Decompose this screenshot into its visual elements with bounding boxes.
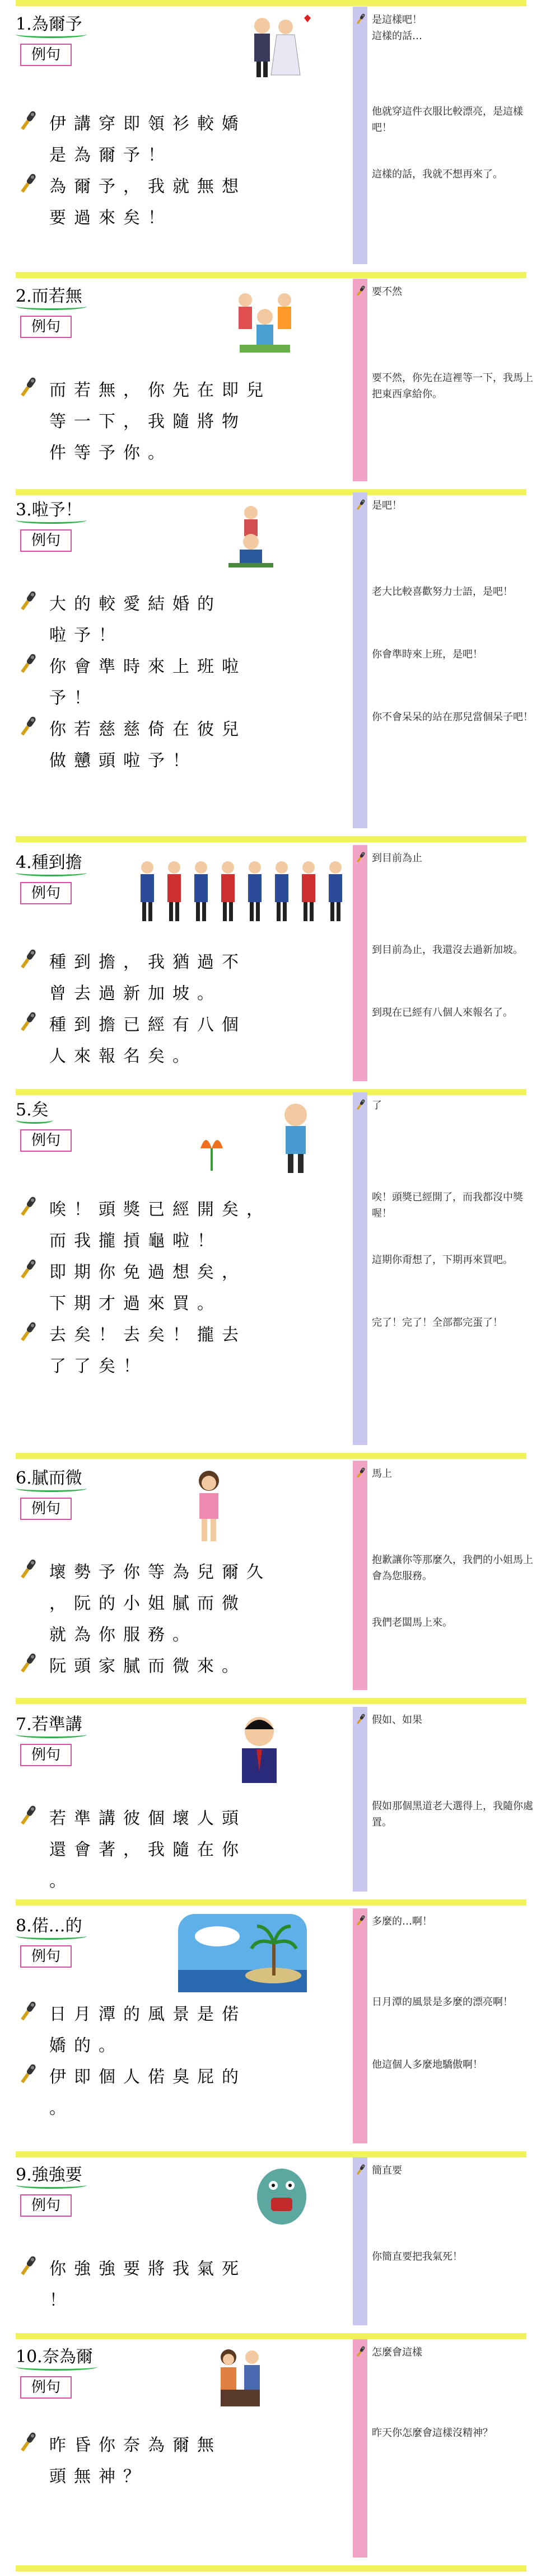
divider [16,2565,526,2572]
microphone-icon[interactable] [354,1466,367,1480]
example-line: 還會著，我隨在你 [49,1840,246,1860]
example-line: 予！ [49,688,99,708]
divider [16,2333,526,2339]
example-label: 例句 [20,44,72,66]
note-text: 昨天你怎麼會這樣沒精神？ [372,2427,493,2439]
microphone-icon[interactable] [354,1098,367,1111]
example-line-row [16,2253,349,2281]
note-text: 我們老闆馬上來。 [372,1617,452,1629]
color-strip [353,1908,367,2143]
section-left [16,1092,349,1451]
color-strip [353,1461,367,1690]
note-text: 老大比較喜歡努力士語，是吧！ [372,586,513,598]
illustration [184,1466,234,1547]
example-line: 。 [49,2099,74,2118]
example-line: 日月潭的風景是偌 [49,2005,246,2024]
microphone-icon[interactable] [16,1010,40,1034]
section-title-text: 5.矣 [16,1100,49,1120]
note-title: 是這樣吧！ 這樣的話… [372,12,540,45]
section-left [16,492,349,834]
title-underline [16,1932,87,1940]
title-underline [16,2181,87,2189]
example-line: 昨昏你奈為爾無 [49,2436,222,2455]
section-notes [372,279,540,487]
section [0,492,560,834]
example-label: 例句 [20,1498,72,1520]
example-line: ！ [49,2291,74,2310]
example-line: 大的較愛結婚的 [49,594,222,614]
example-line-row [16,1224,349,1252]
microphone-icon[interactable] [354,498,367,512]
note-text: 日月潭的風景是多麼的漂亮啊！ [372,1996,513,2008]
example-line-row [16,619,349,647]
note-text: 假如那個黑道老大選得上，我隨你處置。 [372,1800,533,1828]
example-line-row [16,2061,349,2089]
example-line-row [16,1193,349,1221]
microphone-icon[interactable] [16,714,40,739]
microphone-icon[interactable] [16,2254,40,2278]
illustration [234,13,312,83]
divider [16,0,526,6]
section-left [16,2157,349,2331]
note-title: 了 [372,1098,540,1114]
section-title-text: 9.強強要 [16,2165,82,2185]
example-line: 嬌的。 [49,2036,123,2056]
illustration [178,1914,307,1995]
section-title-text: 7.若準講 [16,1715,82,1734]
example-line-row [16,1350,349,1378]
microphone-icon[interactable] [16,1557,40,1582]
example-line: 啦予！ [49,626,123,645]
example-line-row [16,946,349,974]
note-text: 他就穿這件衣服比較漂亮，是這樣吧！ [372,106,523,134]
example-line-row [16,1008,349,1036]
title-underline [16,1116,53,1124]
note-text: 這期你甭想了，下期再來買吧。 [372,1254,513,1266]
microphone-icon[interactable] [16,171,40,196]
note-text: 你不會呆呆的站在那兒當個呆子吧！ [372,711,533,723]
example-line-row [16,1587,349,1615]
example-line: 阮頭家膩而微來。 [49,1657,246,1676]
title-underline [16,869,87,876]
example-line-row [16,1319,349,1346]
note-text: 你會準時來上班，是吧！ [372,649,483,660]
example-line-row [16,405,349,433]
section-notes [372,1092,540,1451]
example-line: 就為你服務。 [49,1625,197,1645]
note-title: 馬上 [372,1466,540,1482]
illustration [228,1712,290,1787]
example-line: ，阮的小姐膩而微 [49,1594,246,1613]
note-text: 這樣的話，我就不想再來了。 [372,168,503,180]
example-line-row [16,2029,349,2057]
example-line: 唉！頭獎已經開矣， [49,1200,271,1219]
example-line-row [16,374,349,402]
example-line: 。 [49,1871,74,1891]
section-title [16,282,82,307]
section-title-text: 4.種到擔 [16,853,82,872]
microphone-icon[interactable] [16,1651,40,1676]
section-left [16,845,349,1087]
note-text: 完了！完了！全部都完蛋了！ [372,1317,503,1329]
section-notes [372,845,540,1087]
example-label: 例句 [20,2376,72,2399]
title-underline [16,31,87,38]
example-line-row [16,1256,349,1284]
example-line: 壞勢予你等為兒爾久 [49,1563,271,1582]
example-line: 你會準時來上班啦 [49,657,246,677]
microphone-icon[interactable] [16,1194,40,1219]
example-line-row [16,977,349,1005]
example-line: 等一下，我隨將物 [49,412,246,431]
title-underline [16,517,87,524]
example-line-row [16,744,349,772]
illustration [217,503,284,572]
example-label: 例句 [20,1129,72,1152]
note-text: 到現在已經有八個人來報名了。 [372,1007,513,1019]
title-underline [16,1731,87,1738]
section [0,279,560,487]
section-notes [372,492,540,834]
note-text: 要不然，你先在這裡等一下，我馬上把東西拿給你。 [372,372,533,400]
section-notes [372,1461,540,1696]
example-line-row [16,650,349,678]
note-title: 假如、如果 [372,1712,540,1729]
section [0,845,560,1087]
section-left [16,1461,349,1696]
note-text: 他這個人多麼地驕傲啊！ [372,2059,483,2071]
section-left [16,2339,349,2563]
section-title [16,1464,82,1489]
divider [16,272,526,278]
illustration [184,1098,329,1179]
section-left [16,279,349,487]
example-line: 下期才過來買。 [49,1294,222,1313]
section-left [16,7,349,270]
section-title [16,1912,82,1936]
example-line-row [16,107,349,135]
example-line-row [16,682,349,710]
example-line-row [16,139,349,167]
section [0,1461,560,1696]
microphone-icon[interactable] [16,1320,40,1344]
example-line: 種到擔，我猶過不 [49,952,246,972]
example-line-row [16,2092,349,2120]
divider [16,1453,526,1459]
color-strip [353,492,367,828]
microphone-icon[interactable] [16,375,40,400]
example-line-row [16,1040,349,1068]
section-title-text: 2.而若無 [16,287,82,306]
note-text: 唉！頭獎已經開了，而我都沒中獎喔！ [372,1191,523,1219]
example-line: 即期你免過想矣， [49,1263,246,1282]
example-label: 例句 [20,1744,72,1766]
example-line: 伊講穿即領衫較嬌 [49,114,246,134]
example-label: 例句 [20,529,72,552]
note-title: 多麼的…啊！ [372,1914,540,1930]
section [0,1908,560,2149]
example-line: 伊即個人偌臭屁的 [49,2067,246,2087]
color-strip [353,845,367,1081]
note-title: 要不然 [372,284,540,301]
section [0,1092,560,1451]
example-line: 而我攏摃龜啦！ [49,1231,222,1251]
example-line: 為爾予，我就無想 [49,177,246,196]
example-label: 例句 [20,1945,72,1968]
section-title [16,848,82,873]
example-line-row [16,1650,349,1678]
microphone-icon[interactable] [16,1257,40,1282]
section-title [16,2161,82,2185]
example-line: 去矣！去矣！攏去 [49,1325,246,1345]
microphone-icon[interactable] [16,1999,40,2024]
section-title-text: 1.為爾予 [16,15,82,34]
illustration [251,2163,312,2232]
divider [16,1698,526,1704]
section [0,2157,560,2331]
example-label: 例句 [20,316,72,338]
example-line: 件等予你。 [49,443,172,463]
example-line-row [16,1287,349,1315]
section-title-text: 3.啦予！ [16,500,82,520]
microphone-icon[interactable] [16,2062,40,2086]
section-title-text: 8.偌…的 [16,1916,82,1936]
color-strip [353,2157,367,2325]
illustration [206,2345,273,2414]
section-left [16,1707,349,1897]
microphone-icon[interactable] [354,1914,367,1927]
example-line: 做戇頭啦予！ [49,751,197,771]
section-notes [372,1707,540,1897]
example-line-row [16,170,349,198]
example-line-row [16,1998,349,2026]
example-line-row [16,1833,349,1861]
section [0,1707,560,1897]
illustration [128,856,352,926]
example-line-row [16,1556,349,1584]
example-line-row [16,2460,349,2488]
divider [16,1899,526,1906]
section-notes [372,2339,540,2563]
color-strip [353,2339,367,2558]
example-line: 若準講彼個壞人頭 [49,1809,246,1828]
example-line-row [16,1865,349,1893]
example-line-row [16,2284,349,2312]
microphone-icon[interactable] [354,12,367,26]
microphone-icon[interactable] [16,2430,40,2455]
example-line: 要過來矣！ [49,208,172,228]
example-label: 例句 [20,2194,72,2217]
example-line-row [16,713,349,741]
example-line: 頭無神？ [49,2467,148,2486]
microphone-icon[interactable] [354,2345,367,2358]
example-line-row [16,201,349,229]
example-line: 了了矣！ [49,1357,148,1376]
microphone-icon[interactable] [16,947,40,972]
title-underline [16,1485,87,1492]
example-line-row [16,588,349,616]
title-underline [16,303,87,310]
section [0,2339,560,2563]
divider [16,2151,526,2157]
divider [16,836,526,842]
color-strip [353,7,367,264]
example-line: 你強強要將我氣死 [49,2259,246,2279]
microphone-icon[interactable] [354,851,367,864]
example-line-row [16,437,349,464]
note-text: 到目前為止，我還沒去過新加坡。 [372,944,523,956]
microphone-icon[interactable] [354,284,367,298]
section-title [16,1710,82,1735]
color-strip [353,279,367,481]
section-title [16,2343,93,2367]
section [0,7,560,270]
example-line-row [16,2429,349,2457]
illustration [228,289,301,358]
section-title [16,1096,49,1120]
example-line-row [16,1618,349,1646]
microphone-icon[interactable] [16,1803,40,1828]
microphone-icon[interactable] [354,2163,367,2176]
note-title: 到目前為止 [372,851,540,867]
note-title: 怎麼會這樣 [372,2345,540,2361]
microphone-icon[interactable] [354,1712,367,1726]
section-notes [372,1908,540,2149]
color-strip [353,1092,367,1445]
note-text: 你簡直要把我氣死！ [372,2251,463,2263]
microphone-icon[interactable] [16,651,40,676]
section-title-text: 10.奈為爾 [16,2347,93,2367]
example-line: 種到擔已經有八個 [49,1015,246,1035]
example-line: 人來報名矣。 [49,1047,197,1066]
example-line-row [16,1802,349,1830]
color-strip [353,1707,367,1892]
section-notes [372,2157,540,2331]
note-title: 簡直要 [372,2163,540,2179]
example-line: 而若無，你先在即兒 [49,381,271,400]
microphone-icon[interactable] [16,109,40,133]
title-underline [16,2363,97,2371]
section-title [16,10,82,35]
section-notes [372,7,540,270]
note-title: 是吧！ [372,498,540,514]
example-line: 曾去過新加坡。 [49,984,222,1003]
example-line: 你若慈慈倚在彼兒 [49,720,246,739]
example-line: 是為爾予！ [49,146,172,165]
section-left [16,1908,349,2149]
note-text: 抱歉讓你等那麼久，我們的小姐馬上會為您服務。 [372,1554,533,1582]
section-title-text: 6.膩而微 [16,1468,82,1488]
microphone-icon[interactable] [16,589,40,613]
section-title [16,496,82,520]
example-label: 例句 [20,882,72,904]
